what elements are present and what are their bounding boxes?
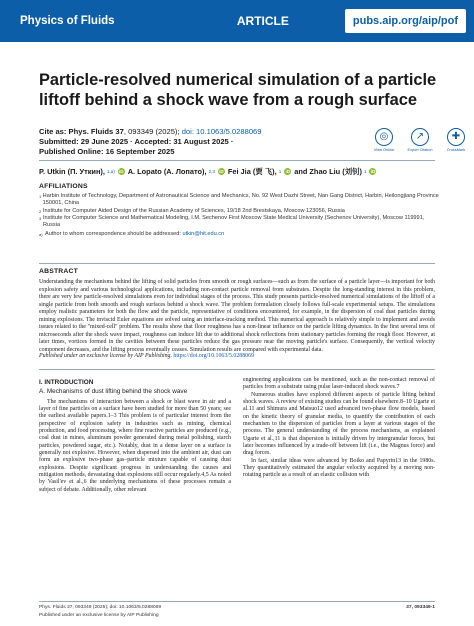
divider — [39, 601, 435, 602]
cite-prefix: Cite as: Phys. Fluids — [39, 127, 116, 136]
cite-volume: 37 — [115, 127, 124, 136]
journal-banner — [0, 0, 474, 42]
body-column-left — [39, 377, 231, 494]
cite-rest: , 093349 (2025); — [123, 127, 182, 136]
affiliation-item — [39, 208, 439, 215]
orcid-icon[interactable]: iD — [370, 169, 376, 174]
article-type-label: ARTICLE — [236, 14, 289, 28]
affiliation-number: 3 — [39, 215, 42, 221]
author-name[interactable]: and Zhao Liu (刘钊) — [294, 167, 362, 176]
affiliation-text: Harbin Institute of Technology, Department of Astronautical Science and Mechanics, No. 92 West Dazhi Street, Nan Gang District, Harbin, Heilongjiang Province 150001, China — [42, 193, 439, 207]
export-citation-icon: ↗ — [411, 128, 429, 146]
license-doi-link[interactable]: https://doi.org/10.1063/5.0288069 — [173, 353, 254, 359]
body-column-right — [243, 377, 435, 480]
affiliations-heading: AFFILIATIONS — [39, 183, 88, 190]
body-paragraph: In fact, similar ideas were advanced by Boiko and Papyrin13 in the 1980s. They quantitatively estimated the angular velocity acquired by a moving non-rotating particle as a result of an elastic collision with — [243, 457, 435, 479]
divider — [39, 160, 435, 161]
export-citation-button[interactable] — [406, 128, 434, 152]
divider — [39, 369, 435, 370]
body-paragraph: Numerous studies have explored different aspects of particle lifting behind shock waves. A review of existing studies can be found elsewhere.8–10 Ugarte et al.11 and Shimura and Matsuo12 used advanced two-phase flow models, based on the kinetic theory of granular media, to quantify the contribution of each mechanism to the dispersion of particles from a layer at various stages of the process. The general understanding of the process mechanisms, as explained Ugarte et al.,11 is that dispersion is initially driven by intergranular forces, but later becomes influenced by a trade-off between lift (i.e., the Magnus force) and drag forces. — [243, 391, 435, 457]
journal-url-link[interactable]: pubs.aip.org/aip/pof — [345, 9, 466, 33]
article-title: Particle-resolved numerical simulation of a particle liftoff behind a shock wave from a rough surface — [39, 71, 437, 109]
orcid-icon[interactable]: iD — [219, 169, 224, 174]
divider — [39, 263, 435, 264]
published-online-date: Published Online: 16 September 2025 — [39, 146, 175, 156]
crossmark-label: CrossMark — [446, 148, 466, 152]
footer-license: Published under an exclusive license by AIP Publishing — [39, 613, 159, 618]
author-name[interactable]: P. Utkin (П. Уткин), — [39, 167, 105, 176]
abstract-heading: ABSTRACT — [39, 268, 78, 275]
affiliation-number: 1 — [39, 194, 42, 199]
body-paragraph: engineering applications can be mentioned, such as the non-contact removal of particles from a substrate using pulse laser-induced shock waves.7 — [243, 377, 435, 391]
affiliation-item — [39, 215, 439, 230]
page-footer — [39, 604, 435, 620]
footer-citation: Phys. Fluids 37, 093349 (2025); doi: 10.1063/5.0288069 — [39, 605, 162, 610]
view-online-label: View Online — [373, 148, 395, 152]
page-number: 37, 093349-1 — [406, 605, 435, 610]
license-text: Published under an exclusive license by AIP Publishing. — [39, 353, 174, 359]
corresponding-text: Author to whom correspondence should be addressed: — [45, 231, 181, 238]
corresponding-email-link[interactable]: utkin@hit.edu.cn — [182, 231, 225, 238]
view-online-icon: ◎ — [375, 128, 393, 146]
abstract-text: Understanding the mechanisms behind the lifting of solid particles from smooth or rough surfaces—such as from the surface of a particle layer—is important for both explosion safety and various technological applications, including non-contact particle removal from substrates. Despite the long-standing interest in this problem, there are very few particle-resolved simulations even for individual stages of the process. This study presents particle-resolved numerical simulations of the liftoff of a single particle from both smooth and rough surfaces behind a shock wave. The problem formulation closely follows full-scale experimental setups. The simulations employ realistic parameters for both the flow and the particle, representative of conditions encountered, for example, in the dispersion of coal dust particles during mining explosions. The inviscid Euler equations are solved using an interface-tracking method. This numerical approach is relatively simple to implement and avoids issues related to the "mixed-cell" problem. The results show that floor roughness has a non-linear influence on the particle lifting dynamics. In the first several tens of microseconds after the shock wave impact, roughness can induce lift due to additional shock reflections from stationary particles forming the rough floor. However, at later times, vortices formed in the cavities between these particles reduce the gas pressure near the moving particle's surface. Consequently, the vertical velocity component decreases, and the lifting process eventually ceases. Simulation results are compared with experimental data. — [39, 279, 435, 353]
orcid-icon[interactable]: iD — [118, 169, 124, 174]
affiliation-item — [39, 193, 439, 208]
body-paragraph: The mechanisms of interaction between a shock or blast wave in air and a layer of fine particles on a surface have been studied for more than 50 years; see the earliest available papers.1–3 This problem is of particular interest from the perspective of explosion safety in industries such as mining, chemical production, and food processing, where fine reactive particles are produced (e.g., coal dust in mines, aluminum powder generated during metal polishing, starch particles, powdered sugar, etc.). Notably, dust in a dense layer on a surface is generally not explosive. However, when dispersed into the ambient air, dust can form an explosive two-phase gas–particle mixture capable of causing dust explosions. Despite significant progress in understanding the causes and mitigation methods, devastating dust explosions still occur regularly.4,5 As noted by Vasil'ev et al.,6 the underlying mechanisms of these processes remain a subject of debate. Additionally, other relevant — [39, 398, 231, 493]
crossmark-button[interactable] — [442, 128, 470, 152]
affiliation-text: Institute for Computer Science and Mathematical Modeling, I.M. Sechenov First Moscow State Medical University (Sechenov University), Moscow 119991, Russia — [42, 214, 425, 229]
author-affil-sup: 1 — [363, 169, 367, 174]
orcid-icon[interactable]: iD — [285, 169, 290, 174]
author-affil-sup: 1 — [278, 169, 282, 174]
submission-dates: Submitted: 29 June 2025 · Accepted: 31 August 2025 · — [39, 136, 234, 146]
view-online-button[interactable] — [370, 128, 398, 152]
author-list — [39, 166, 439, 177]
corresponding-author — [39, 231, 439, 238]
author-affil-sup: 1,a) — [106, 169, 115, 174]
license-statement — [39, 353, 435, 359]
section-heading: I. INTRODUCTION — [39, 379, 94, 386]
author-affil-sup: 2,3 — [208, 169, 215, 174]
cite-doi-link[interactable]: doi: 10.1063/5.0288069 — [181, 127, 262, 136]
crossmark-icon: ✚ — [447, 128, 465, 146]
affiliations-list — [39, 193, 439, 239]
subsection-heading: A. Mechanisms of dust lifting behind the shock wave — [39, 388, 188, 396]
author-name[interactable]: A. Lopato (А. Лопато), — [127, 167, 207, 176]
author-name[interactable]: Fei Jia (贾 飞), — [227, 167, 277, 176]
corresponding-sup: a) — [39, 232, 43, 238]
export-citation-label: Export Citation — [407, 148, 433, 152]
article-tools — [370, 128, 470, 152]
affiliation-text: Institute for Computer Aided Design of the Russian Academy of Sciences, 19/18 2nd Brestskaya, Moscow 123056, Russia — [43, 207, 345, 214]
journal-name[interactable]: Physics of Fluids — [20, 15, 115, 27]
affiliation-number: 2 — [39, 208, 42, 214]
